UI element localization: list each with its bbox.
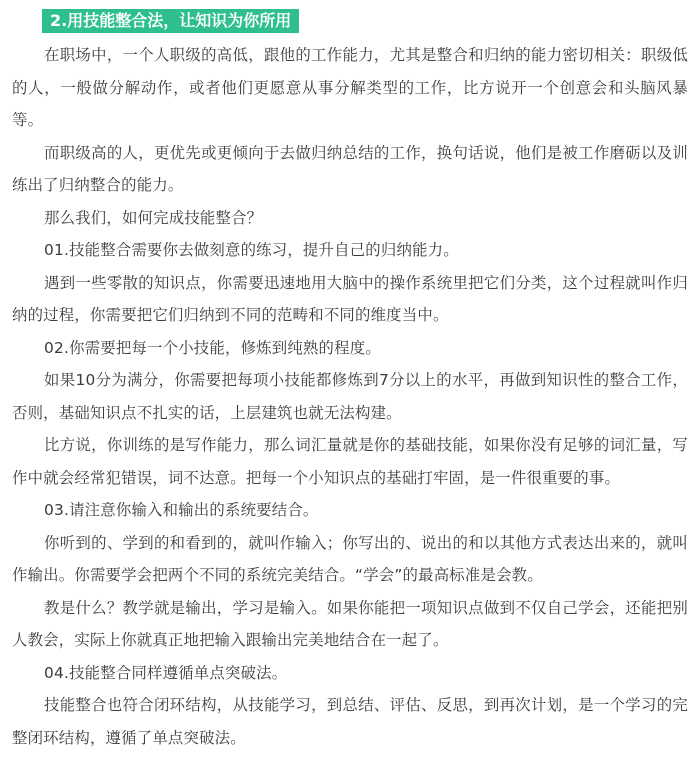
paragraph-5: 遇到一些零散的知识点，你需要迅速地用大脑中的操作系统里把它们分类，这个过程就叫作归纳的过程，你需要把它们归纳到不同的范畴和不同的维度当中。: [12, 273, 688, 324]
paragraph-11: 教是什么？教学就是输出，学习是输入。如果你能把一项知识点做到不仅自己学会，还能把别人教会，实际上你就真正地把输入跟输出完美地结合在一起了。: [12, 598, 688, 649]
paragraph-2: 而职级高的人，更优先或更倾向于去做归纳总结的工作，换句话说，他们是被工作磨砺以及训练出了归纳整合的能力。: [12, 143, 688, 194]
paragraph-7: 如果10分为满分，你需要把每项小技能都修炼到7分以上的水平，再做到知识性的整合工作，否则，基础知识点不扎实的话，上层建筑也就无法构建。: [12, 371, 688, 422]
paragraph-4: 01.技能整合需要你去做刻意的练习，提升自己的归纳能力。: [44, 241, 459, 259]
paragraph-13: 技能整合也符合闭环结构，从技能学习，到总结、评估、反思，到再次计划，是一个学习的完整闭环结构，遵循了单点突破法。: [12, 696, 688, 747]
paragraph-12: 04.技能整合同样遵循单点突破法。: [44, 663, 288, 682]
section-heading: 2.用技能整合法，让知识为你所用: [42, 9, 299, 33]
paragraph-10: 你听到的、学到的和看到的，就叫作输入；你写出的、说出的和以其他方式表达出来的，就叫作输出。你需要学会把两个不同的系统完美结合。“学会”的最高标准是会教。: [12, 533, 688, 584]
paragraph-9: 03.请注意你输入和输出的系统要结合。: [44, 501, 319, 519]
paragraph-1: 在职场中，一个人职级的高低，跟他的工作能力，尤其是整合和归纳的能力密切相关：职级低的人，一般做分解动作，或者他们更愿意从事分解类型的工作，比方说开一个创意会和头脑风暴等。: [12, 46, 688, 129]
paragraph-8: 比方说，你训练的是写作能力，那么词汇量就是你的基础技能，如果你没有足够的词汇量，写作中就会经常犯错误，词不达意。把每一个小知识点的基础打牢固，是一件很重要的事。: [12, 436, 688, 487]
paragraph-3: 那么我们，如何完成技能整合？: [44, 208, 263, 227]
paragraph-6: 02.你需要把每一个小技能，修炼到纯熟的程度。: [44, 338, 381, 357]
